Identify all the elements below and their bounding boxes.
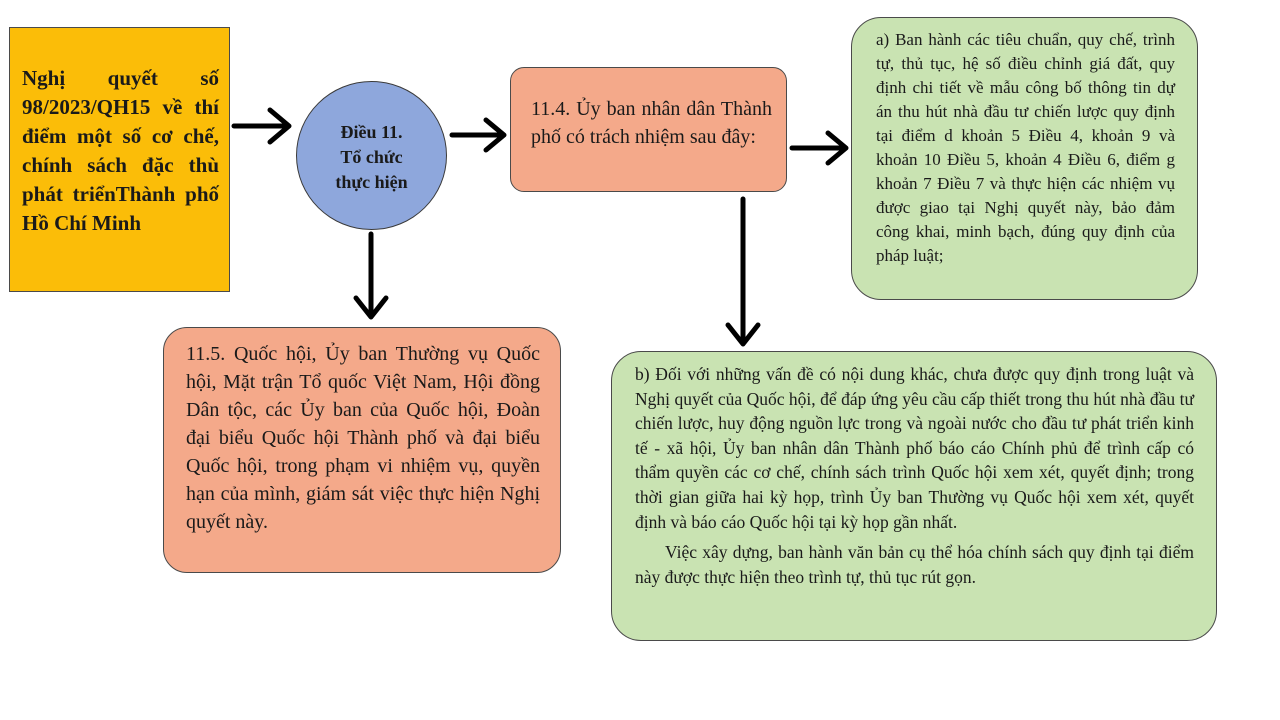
point-b-paragraph-1: b) Đối với những vấn đề có nội dung khác, chưa được quy định trong luật và Nghị quyết của Quốc hội, để đáp ứng yêu cầu cấp thiết trong thu hút nhà đầu tư chiến lược, huy động nguồn lực trong và ngoài nước cho đầu tư phát triển kinh tế - xã hội, Ủy ban nhân dân Thành phố báo cáo Chính phủ để trình cấp có thẩm quyền các cơ chế, chính sách trình Quốc hội xem xét, quyết định; trong thời gian giữa hai kỳ họp, trình Ủy ban Thường vụ Quốc hội xem xét, quyết định và báo cáo Quốc hội tại kỳ họp gần nhất.: [635, 364, 1194, 532]
arrow-resolution-to-article: [234, 110, 289, 142]
resolution-title: Nghị quyết số 98/2023/QH15 về thí điểm một số cơ chế, chính sách đặc thù phát triểnThành phố Hồ Chí Minh: [22, 66, 219, 235]
clause-11-5-text: 11.5. Quốc hội, Ủy ban Thường vụ Quốc hội, Mặt trận Tổ quốc Việt Nam, Hội đồng Dân tộc, các Ủy ban của Quốc hội, Đoàn đại biểu Quốc hội Thành phố và đại biểu Quốc hội, trong phạm vi nhiệm vụ, quyền hạn của mình, giám sát việc thực hiện Nghị quyết này.: [186, 343, 540, 533]
arrow-clause-11-4-to-point-b: [728, 199, 758, 344]
article-title-line2: thực hiện: [335, 172, 408, 192]
article-title-line1: Tổ chức: [340, 147, 403, 167]
arrow-article-to-clause-11-5: [356, 234, 386, 317]
clause-11-4-text: 11.4. Ủy ban nhân dân Thành phố có trách nhiệm sau đây:: [531, 98, 772, 148]
point-a-text: a) Ban hành các tiêu chuẩn, quy chế, trình tự, thủ tục, hệ số điều chỉnh giá đất, quy định chi tiết về mẫu công bố thông tin dự án thu hút nhà đầu tư chiến lược quy định tại điểm d khoản 5 Điều 4, khoản 9 và khoản 10 Điều 5, khoản 4 Điều 6, điểm g khoản 7 Điều 7 và thực hiện các nhiệm vụ được giao tại Nghị quyết này, bảo đảm công khai, minh bạch, đúng quy định của pháp luật;: [876, 30, 1175, 265]
arrow-article-to-clause-11-4: [452, 120, 504, 150]
arrow-clause-11-4-to-point-a: [792, 133, 846, 163]
article-number: Điều 11.: [340, 122, 403, 142]
point-b-paragraph-2: Việc xây dựng, ban hành văn bản cụ thể hóa chính sách quy định tại điểm này được thực hiện theo trình tự, thủ tục rút gọn.: [635, 542, 1194, 587]
